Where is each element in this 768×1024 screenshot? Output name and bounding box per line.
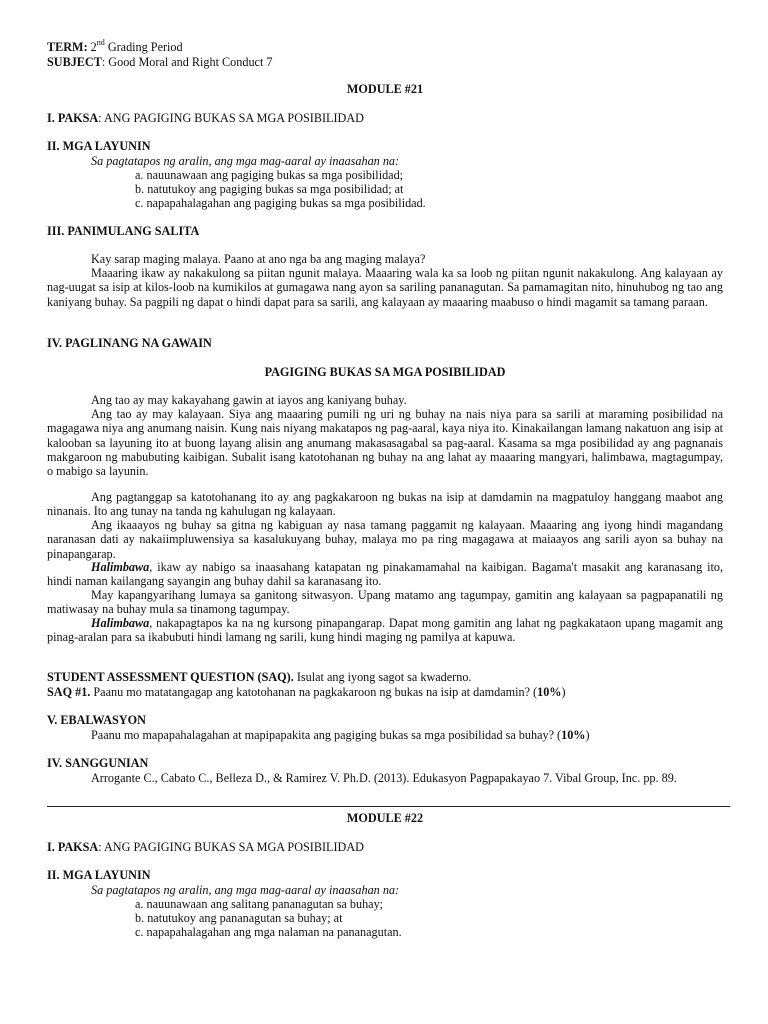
sanggunian-reference: Arrogante C., Cabato C., Belleza D., & Ramirez V. Ph.D. (2013). Edukasyon Pagpapakayao 7. Vibal Group, Inc. pp. 89.	[91, 771, 677, 785]
layunin-item: c. napapahalagahan ang mga nalaman na pananagutan.	[135, 925, 402, 939]
example-label: Halimbawa	[91, 560, 150, 574]
subject-line	[47, 55, 723, 69]
saq-1-text: Paanu mo matatangagap ang katotohanan na pagkakaroon ng bukas na isip at damdamin? (	[90, 685, 538, 699]
saq-1-percent: 10%	[537, 685, 562, 699]
body-paragraph-7	[47, 616, 723, 645]
module-22-layunin-intro: Sa pagtatapos ng aralin, ang mga mag-aaral ay inaasahan na:	[91, 883, 400, 897]
module-21-paglinang-heading: IV. PAGLINANG NA GAWAIN	[47, 336, 212, 350]
saq-1-close: )	[561, 685, 566, 699]
term-line	[47, 40, 723, 54]
body-paragraph-1: Ang tao ay may kakayahang gawin at iayos ang kaniyang buhay.	[91, 393, 407, 407]
body-paragraph-2: Ang tao ay may kalayaan. Siya ang maaaring pumili ng uri ng buhay na nais niya para sa sarili at maraming posibilidad na magagawa niya ang anumang naisin. Kung nais niyang makatapos ng pag-aaral, kaya niya ito. Kinakailangan lamang nakatuon ang isip at kalooban sa layuning ito at buong layang alisin ang anumang makasasagabal sa pag-aaral. Kasama sa mga posibilidad ay ang pagnanais makgaroon ng mabubuting kaibigan. Subalit isang katotohanan ng buhay na ang lahat ay maaaring mangyari, halimbawa, magtagumpay, o mabigo sa layunin.	[47, 407, 723, 479]
paksa-value: : ANG PAGIGING BUKAS SA MGA POSIBILIDAD	[98, 840, 364, 854]
paglinang-title: PAGIGING BUKAS SA MGA POSIBILIDAD	[264, 365, 506, 379]
ebalwasyon-text: Paanu mo mapapahalagahan at mapipapakita ang pagiging bukas sa mga posibilidad sa buhay? (	[91, 728, 562, 742]
term-superscript: nd	[96, 38, 105, 47]
body-paragraph-5-text: , ikaw ay nabigo sa inaasahang katapatan ng pinakamamahal na kaibigan. Bagama't masakit ang karanasang ito, hindi naman kailangang sayangin ang buhay dahil sa karanasang ito.	[47, 560, 723, 589]
module-22-layunin-heading: II. MGA LAYUNIN	[47, 868, 151, 882]
ebalwasyon-close: )	[585, 728, 590, 742]
body-paragraph-5	[47, 560, 723, 589]
body-paragraph-3: Ang pagtanggap sa katotohanang ito ay ang pagkakaroon ng bukas na isip at damdamin na magpatuloy hanggang maabot ang ninanais. Ito ang tunay na tanda ng kahulugan ng kalayaan.	[47, 490, 723, 519]
saq-1	[47, 685, 723, 699]
saq-1-label: SAQ #1.	[47, 685, 91, 699]
ebalwasyon-heading: V. EBALWASYON	[47, 713, 146, 727]
body-paragraph-6: May kapangyarihang lumaya sa ganitong sitwasyon. Upang matamo ang tagumpay, gamitin ang kalayaan sa pagpapanatili ng matiwasay na buhay mula sa tinamong tagumpay.	[47, 588, 723, 617]
subject-value: : Good Moral and Right Conduct 7	[101, 55, 273, 69]
module-22-paksa	[47, 840, 723, 854]
module-21-paksa	[47, 111, 723, 125]
module-22-title: MODULE #22	[346, 811, 424, 825]
module-21-layunin-intro: Sa pagtatapos ng aralin, ang mga mag-aaral ay inaasahan na:	[91, 154, 400, 168]
module-21-title: MODULE #21	[346, 82, 424, 96]
panimula-paragraph-1: Kay sarap maging malaya. Paano at ano nga ba ang maging malaya?	[91, 252, 426, 266]
subject-label: SUBJECT	[47, 55, 102, 69]
panimula-paragraph-2: Maaaring ikaw ay nakakulong sa piitan ngunit malaya. Maaaring wala ka sa loob ng piitan ngunit nakakulong. Ang kalayaan ay nag-uugat sa isip at kilos-loob na kumikilos at gumagawa nang ayon sa sariling pananagutan. Sa pamamagitan nito, hinuhubog ng tao ang kaniyang buhay. Sa pagpili ng dapat o hindi dapat para sa sarili, ang kalayaan ay maaaring maabuso o hindi magamit sa tamang paraan.	[47, 266, 723, 309]
body-paragraph-4: Ang ikaaayos ng buhay sa gitna ng kabiguan ay nasa tamang paggamit ng kalayaan. Maaaring ang iyong hindi magandang naranasan dati ay nakaiimpluwensiya sa kasalukuyang buhay, malaya mo pa ring magagawa at maiaayos ang sarili ayon sa buhay na pinapangarap.	[47, 518, 723, 561]
term-label: TERM:	[47, 40, 88, 54]
layunin-item: a. nauunawaan ang salitang pananagutan sa buhay;	[135, 897, 384, 911]
layunin-item: a. nauunawaan ang pagiging bukas sa mga posibilidad;	[135, 168, 404, 182]
layunin-item: c. napapahalagahan ang pagiging bukas sa mga posibilidad.	[135, 196, 426, 210]
module-21-panimula-heading: III. PANIMULANG SALITA	[47, 224, 200, 238]
ebalwasyon-percent: 10%	[561, 728, 586, 742]
term-period: Grading Period	[104, 40, 183, 54]
layunin-item: b. natutukoy ang pagiging bukas sa mga posibilidad; at	[135, 182, 404, 196]
sanggunian-heading: IV. SANGGUNIAN	[47, 756, 149, 770]
saq-heading-rest: Isulat ang iyong sagot sa kwaderno.	[293, 670, 472, 684]
term-number: 2	[90, 40, 97, 54]
saq-heading	[47, 670, 723, 684]
paksa-label: I. PAKSA	[47, 840, 99, 854]
paksa-value: : ANG PAGIGING BUKAS SA MGA POSIBILIDAD	[98, 111, 364, 125]
example-label: Halimbawa	[91, 616, 150, 630]
module-21-layunin-heading: II. MGA LAYUNIN	[47, 139, 151, 153]
body-paragraph-7-text: , nakapagtapos ka na ng kursong pinapangarap. Dapat mong gamitin ang lahat ng pagkakataon upang magamit ang pinag-aralan para sa ikabubuti hindi lamang ng sarili, kung hindi maging ng pamilya at kapuwa.	[47, 616, 723, 645]
paksa-label: I. PAKSA	[47, 111, 99, 125]
saq-heading-bold: STUDENT ASSESSMENT QUESTION (SAQ).	[47, 670, 294, 684]
section-divider	[47, 806, 730, 807]
ebalwasyon-question	[47, 728, 723, 742]
layunin-item: b. natutukoy ang pananagutan sa buhay; at	[135, 911, 343, 925]
